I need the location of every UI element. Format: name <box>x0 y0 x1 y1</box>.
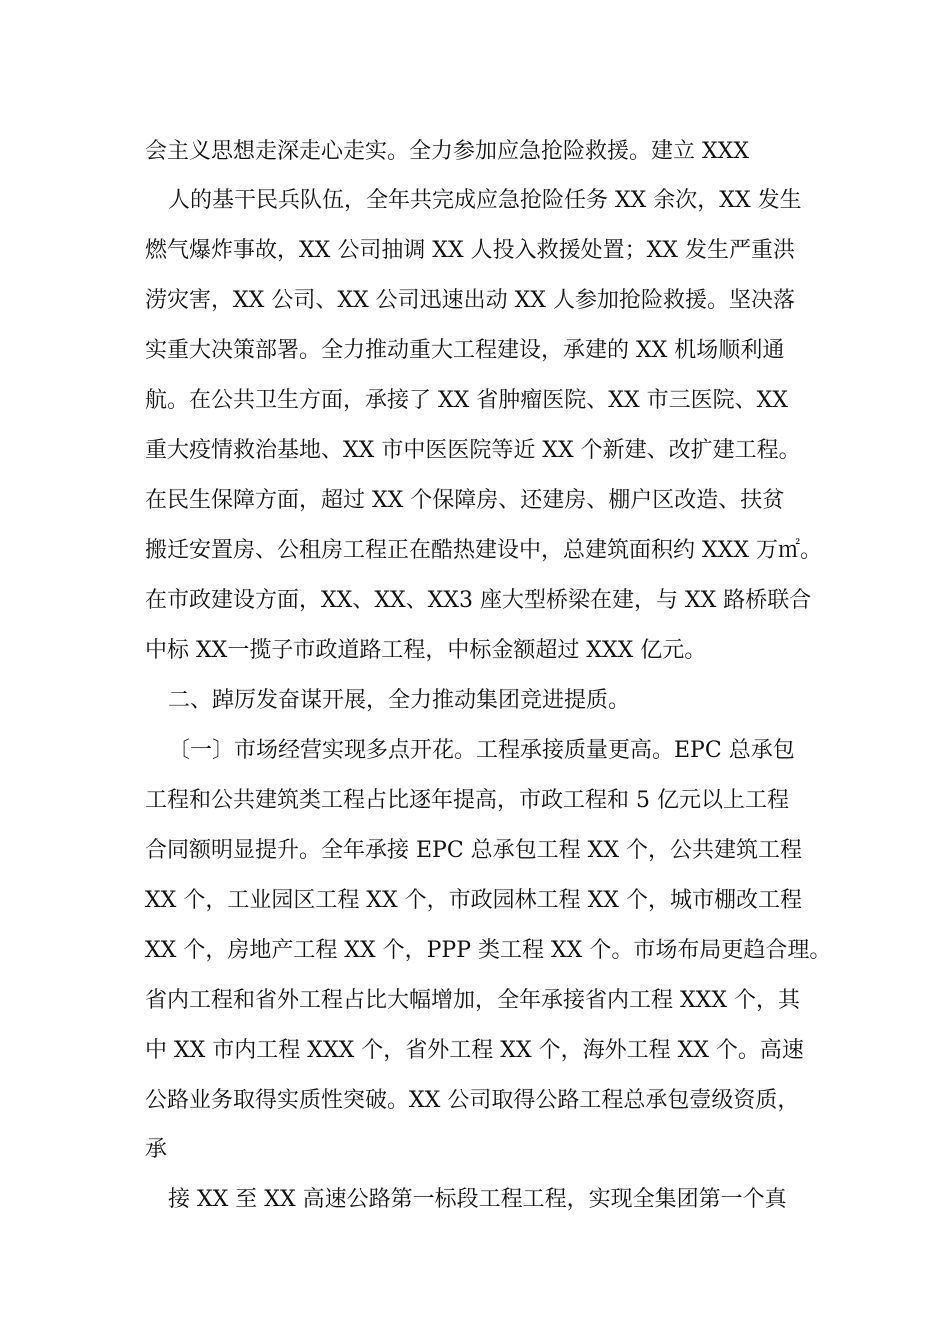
text-line: 合同额明显提升。全年承接 EPC 总承包工程 XX 个，公共建筑工程 <box>145 838 802 863</box>
text-line: 在市政建设方面，XX、XX、XX3 座大型桥梁在建，与 XX 路桥联合 <box>145 588 812 613</box>
text-line: 重大疫情救治基地、XX 市中医医院等近 XX 个新建、改扩建工程。 <box>145 438 801 463</box>
section-heading: 二、踔厉发奋谋开展，全力推动集团竞进提质。 <box>168 688 631 713</box>
text-line: 搬迁安置房、公租房工程正在酷热建设中，总建筑面积约 XXX 万㎡。 <box>145 538 822 563</box>
text-line: 省内工程和省外工程占比大幅增加，全年承接省内工程 XXX 个，其 <box>145 988 800 1013</box>
text-line: 〔一〕市场经营实现多点开花。工程承接质量更高。EPC 总承包 <box>168 738 795 763</box>
text-line: 燃气爆炸事故，XX 公司抽调 XX 人投入救援处置；XX 发生严重洪 <box>145 238 795 263</box>
text-line: XX 个，工业园区工程 XX 个，市政园林工程 XX 个，城市棚改工程 <box>145 888 802 913</box>
text-line: 工程和公共建筑类工程占比逐年提高，市政工程和 5 亿元以上工程 <box>145 788 789 813</box>
text-line: 涝灾害，XX 公司、XX 公司迅速出动 XX 人参加抢险救援。坚决落 <box>145 288 795 313</box>
text-line: 承 <box>145 1137 168 1162</box>
text-line: 中标 XX一揽子市政道路工程，中标金额超过 XXX 亿元。 <box>145 638 707 663</box>
text-line: 公路业务取得实质性突破。XX 公司取得公路工程总承包壹级资质， <box>145 1088 800 1113</box>
text-line: 中 XX 市内工程 XXX 个，省外工程 XX 个，海外工程 XX 个。高速 <box>145 1038 804 1063</box>
text-line: 接 XX 至 XX 高速公路第一标段工程工程，实现全集团第一个真 <box>168 1187 787 1212</box>
text-line: 人的基干民兵队伍，全年共完成应急抢险任务 XX 余次，XX 发生 <box>168 188 802 213</box>
text-line: 会主义思想走深走心走实。全力参加应急抢险救援。建立 XXX <box>145 139 749 164</box>
text-line: 航。在公共卫生方面，承接了 XX 省肿瘤医院、XX 市三医院、XX <box>145 388 788 413</box>
text-line: XX 个，房地产工程 XX 个，PPP 类工程 XX 个。市场布局更趋合理。 <box>145 938 832 963</box>
text-line: 在民生保障方面，超过 XX 个保障房、还建房、棚户区改造、扶贫 <box>145 488 785 513</box>
text-line: 实重大决策部署。全力推动重大工程建设，承建的 XX 机场顺利通 <box>145 338 785 363</box>
